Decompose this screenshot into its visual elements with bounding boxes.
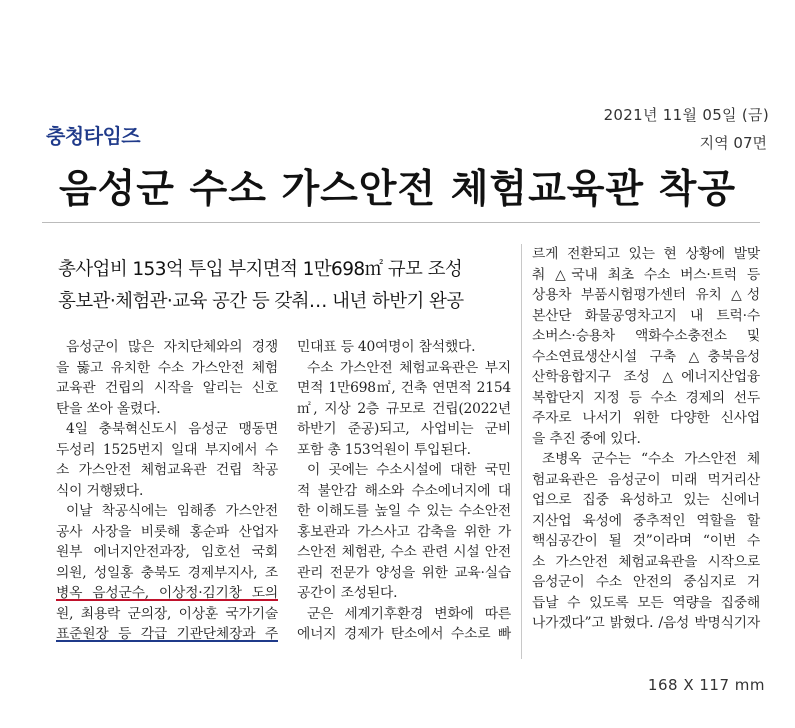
text-line: 한 이해도를 높일 수 있는 수소안전 <box>297 503 511 519</box>
text-line: 음성군이 수소 안전의 중심지로 거 <box>532 574 760 590</box>
text-line: 나가겠다”고 밝혔다. /음성 박명식기자 <box>532 615 760 631</box>
column-divider <box>521 244 522 659</box>
text-line: 원, 최용락 군의장, 이상훈 국가기술 <box>56 605 278 622</box>
text-line: 을 추진 중에 있다. <box>532 430 641 447</box>
text-line: 이 곳에는 수소시설에 대한 국민 <box>307 462 511 478</box>
text-line: 적 불안감 해소와 수소에너지에 대 <box>297 482 511 499</box>
text-line: 소 가스안전 체험교육관을 시작으로 <box>532 553 760 570</box>
text-line: 춰 △국내 최초 수소 버스·트럭 등 <box>532 266 760 283</box>
text-line: 민대표 등 40여명이 참석했다. <box>297 339 476 355</box>
text-line: 수소 가스안전 체험교육관은 부지 <box>307 359 511 376</box>
text-line: 듭날 수 있도록 모든 역량을 집중해 <box>532 594 760 611</box>
text-line: 험교육관은 음성군이 미래 먹거리산 <box>532 471 760 488</box>
text-line: 본산단 화물공영차고지 내 트럭·수 <box>532 307 760 324</box>
text-line: 조병옥 군수는 “수소 가스안전 체 <box>542 451 760 467</box>
text-line: 공간이 조성된다. <box>297 585 398 601</box>
headline: 음성군 수소 가스안전 체험교육관 착공 <box>58 167 737 212</box>
publish-date: 2021년 11월 05일 (금) <box>603 106 769 124</box>
text-line: 병옥 음성군수, 이상정·김기창 도의 <box>56 585 278 601</box>
clipping-size: 168 X 117 mm <box>647 676 765 694</box>
text-line: 업으로 집중 육성하고 있는 신에너 <box>532 492 760 508</box>
text-line: 식이 거행됐다. <box>56 482 144 499</box>
text-line: 표준원장 등 각급 기관단체장과 주 <box>56 626 278 642</box>
text-line: 소버스·승용차 액화수소충전소 및 <box>532 328 760 344</box>
text-line: 음성군이 많은 자치단체와의 경쟁 <box>66 339 278 355</box>
headline-divider <box>42 222 760 223</box>
text-line: 스안전 체험관, 수소 관련 시설 안전 <box>297 544 511 560</box>
text-line: 르게 전환되고 있는 현 상황에 발맞 <box>532 246 760 262</box>
text-line: 주자로 나서기 위한 다양한 신사업 <box>532 410 760 426</box>
subheadline-line: 총사업비 153억 투입 부지면적 1만698㎡ 규모 조성 <box>58 259 463 280</box>
article-column-3 <box>532 244 760 634</box>
text-line: 교육관 건립의 시작을 알리는 신호 <box>56 380 278 396</box>
article-column-2 <box>297 337 511 645</box>
text-line: ㎡, 지상 2층 규모로 건립(2022년 <box>297 400 511 417</box>
text-line: 홍보관과 가스사고 감축을 위한 가 <box>297 523 511 540</box>
section-page: 지역 07면 <box>699 134 767 152</box>
newspaper-name: 충청타임즈 <box>46 124 141 148</box>
text-line: 공사 사장을 비롯해 홍순파 산업자 <box>56 523 278 540</box>
text-line: 관리 전문가 양성을 위한 교육·실습 <box>297 564 511 581</box>
text-line: 탄을 쏘아 올렸다. <box>56 400 161 417</box>
text-line: 을 뚫고 유치한 수소 가스안전 체험 <box>56 359 278 376</box>
text-line: 군은 세계기후환경 변화에 따른 <box>307 605 511 622</box>
text-line: 에너지 경제가 탄소에서 수소로 빠 <box>297 626 511 642</box>
text-line: 복합단지 지정 등 수소 경제의 선두 <box>532 389 760 406</box>
text-line: 포함 총 153억원이 투입된다. <box>297 441 471 458</box>
subheadline <box>58 254 464 318</box>
text-line: 산학융합지구 조성 △에너지산업융 <box>532 369 760 385</box>
article-column-1 <box>56 337 278 645</box>
subheadline-line: 홍보관·체험관·교육 공간 등 갖춰… 내년 하반기 완공 <box>58 291 464 312</box>
text-line: 의원, 성일홍 충북도 경제부지사, 조 <box>56 564 278 581</box>
text-line: 두성리 1525번지 일대 부지에서 수 <box>56 441 278 458</box>
text-line: 이날 착공식에는 임해종 가스안전 <box>66 503 278 519</box>
text-line: 핵심공간이 될 것”이라며 “이번 수 <box>532 533 760 549</box>
text-line: 4일 충북혁신도시 음성군 맹동면 <box>66 421 278 437</box>
text-line: 수소연료생산시설 구축 △충북음성 <box>532 348 760 365</box>
text-line: 원부 에너지안전과장, 임호선 국회 <box>56 544 278 560</box>
text-line: 면적 1만698㎡, 건축 연면적 2154 <box>297 380 511 396</box>
text-line: 하반기 준공)되고, 사업비는 군비 <box>297 421 511 437</box>
text-line: 지산업 육성에 중추적인 역할을 할 <box>532 512 760 529</box>
text-line: 소 가스안전 체험교육관 건립 착공 <box>56 462 278 478</box>
text-line: 상용차 부품시험평가센터 유치 △성 <box>532 287 760 303</box>
